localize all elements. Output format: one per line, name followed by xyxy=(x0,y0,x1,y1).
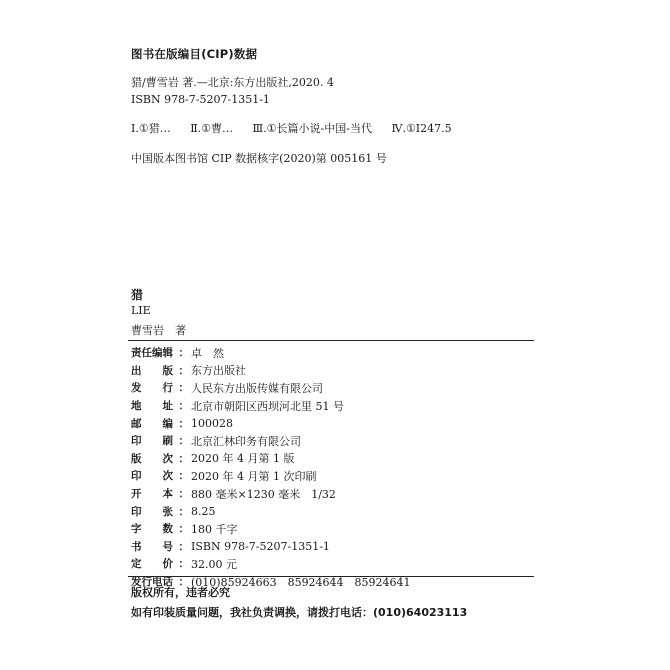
detail-row xyxy=(131,344,531,362)
detail-label: 开 本 ： xyxy=(131,488,189,501)
cip-classification xyxy=(131,120,452,136)
detail-row xyxy=(131,362,531,380)
cip-class-item: Ⅰ.①猎… xyxy=(131,122,171,135)
cip-catalog-number: 中国版本图书馆 CIP 数据核字(2020)第 005161 号 xyxy=(131,152,387,165)
detail-label: 字 数 ： xyxy=(131,523,189,536)
detail-value: 北京市朝阳区西坝河北里 51 号 xyxy=(191,399,344,413)
publication-details xyxy=(131,344,531,590)
book-pinyin: LIE xyxy=(131,304,151,317)
detail-row xyxy=(131,502,531,520)
detail-value: 32.00 元 xyxy=(191,557,237,571)
cip-isbn-line: ISBN 978-7-5207-1351-1 xyxy=(131,93,270,106)
detail-value: 北京汇林印务有限公司 xyxy=(191,434,301,448)
detail-value: ISBN 978-7-5207-1351-1 xyxy=(191,539,330,553)
book-author: 曹雪岩 著 xyxy=(131,324,186,337)
detail-value: 100028 xyxy=(191,416,233,430)
detail-label: 印 刷 ： xyxy=(131,435,189,448)
detail-row xyxy=(131,432,531,450)
detail-value: 东方出版社 xyxy=(191,364,246,378)
detail-value: 180 千字 xyxy=(191,522,238,536)
detail-label: 出 版 ： xyxy=(131,364,189,377)
detail-row xyxy=(131,467,531,485)
detail-value: 2020 年 4 月第 1 版 xyxy=(191,452,295,466)
cip-author-line: 猎/曹雪岩 著.—北京:东方出版社,2020. 4 xyxy=(131,76,334,89)
detail-value: 2020 年 4 月第 1 次印刷 xyxy=(191,469,317,483)
detail-row xyxy=(131,450,531,468)
detail-label: 印 次 ： xyxy=(131,470,189,483)
detail-label: 责任编辑 ： xyxy=(131,347,189,360)
service-notice: 如有印装质量问题，我社负责调换，请拨打电话：(010)64023113 xyxy=(131,606,468,619)
detail-label: 版 次 ： xyxy=(131,452,189,465)
detail-value: 880 毫米×1230 毫米 1/32 xyxy=(191,487,336,501)
detail-value: 8.25 xyxy=(191,504,216,518)
detail-value: 卓 然 xyxy=(191,346,224,360)
detail-row xyxy=(131,414,531,432)
detail-row xyxy=(131,555,531,573)
detail-label: 发行电话 ： xyxy=(131,576,189,589)
book-title: 猎 xyxy=(131,288,144,302)
detail-label: 邮 编 ： xyxy=(131,417,189,430)
detail-row xyxy=(131,485,531,503)
detail-label: 印 张 ： xyxy=(131,505,189,518)
detail-value: (010)85924663 85924644 85924641 xyxy=(191,575,411,589)
cip-class-item: Ⅲ.①长篇小说-中国-当代 xyxy=(252,122,372,135)
detail-row xyxy=(131,379,531,397)
cip-heading: 图书在版编目(CIP)数据 xyxy=(131,47,258,61)
cip-class-item: Ⅳ.①I247.5 xyxy=(391,122,452,135)
detail-label: 定 价 ： xyxy=(131,558,189,571)
rights-notice: 版权所有，违者必究 xyxy=(131,586,230,599)
detail-label: 地 址 ： xyxy=(131,400,189,413)
detail-row xyxy=(131,520,531,538)
detail-row xyxy=(131,538,531,556)
detail-label: 书 号 ： xyxy=(131,540,189,553)
divider xyxy=(128,340,534,341)
detail-value: 人民东方出版传媒有限公司 xyxy=(191,381,323,395)
cip-class-item: Ⅱ.①曹… xyxy=(190,122,234,135)
detail-label: 发 行 ： xyxy=(131,382,189,395)
divider xyxy=(128,576,534,577)
detail-row xyxy=(131,397,531,415)
